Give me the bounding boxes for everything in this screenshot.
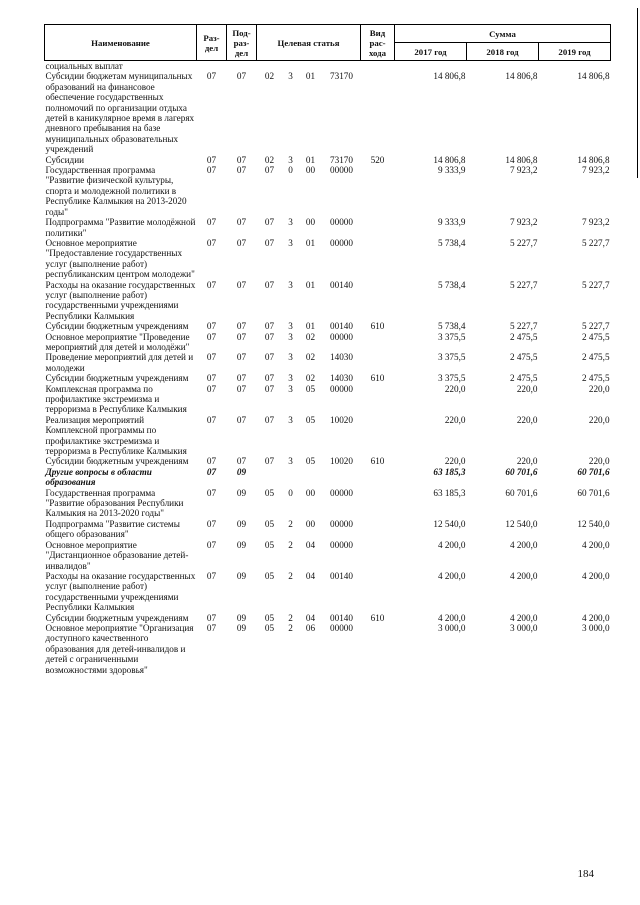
row-sum-2019: 2 475,5 [581, 331, 610, 342]
row-sum-2019: 5 227,7 [581, 321, 610, 332]
row-program-code: 05 [264, 570, 275, 581]
row-expense-type [361, 280, 395, 322]
row-activity-code: 04 [305, 570, 316, 581]
row-razdel: 07 [206, 279, 217, 290]
row-sum-2017: 3 375,5 [437, 352, 466, 363]
row-subprogram-code: 3 [288, 217, 293, 228]
row-razdel: 07 [206, 154, 217, 165]
row-sum-2017: 12 540,0 [433, 518, 466, 529]
row-direction-code: 00000 [330, 518, 353, 529]
row-direction-code: 00000 [330, 217, 353, 228]
row-podrazdel: 07 [236, 331, 247, 342]
table-row [45, 384, 611, 415]
table-row [45, 352, 611, 373]
row-sum-2017: 220,0 [444, 414, 466, 425]
row-sum-2017: 220,0 [444, 383, 466, 394]
row-subprogram-code: 3 [288, 321, 293, 332]
row-podrazdel: 09 [236, 518, 247, 529]
row-name: Государственная программа "Развитие физической культуры, спорта и молодежной политики в Республике Калмыкия на 2013-2020 годы" [45, 165, 187, 217]
row-podrazdel: 07 [236, 71, 247, 82]
row-program-code [257, 61, 283, 72]
table-row [45, 165, 611, 217]
row-sum-2018: 4 200,0 [509, 539, 538, 550]
row-expense-type: 610 [370, 612, 385, 623]
table-row [45, 71, 611, 154]
row-sum-2017: 3 375,5 [437, 373, 466, 384]
table-row [45, 217, 611, 238]
row-sum-2018: 220,0 [516, 414, 538, 425]
row-sum-2017: 9 333,9 [437, 217, 466, 228]
row-expense-type: 610 [370, 321, 385, 332]
row-podrazdel: 07 [236, 165, 247, 176]
row-direction-code: 14030 [330, 373, 353, 384]
row-activity-code: 05 [305, 383, 316, 394]
row-subprogram-code: 2 [288, 612, 293, 623]
page-number: 184 [577, 868, 594, 880]
row-razdel [197, 61, 227, 72]
row-direction-code: 10020 [330, 414, 353, 425]
row-sum-2018: 5 227,7 [509, 279, 538, 290]
row-direction-code: 73170 [330, 71, 353, 82]
row-sum-2019: 12 540,0 [577, 518, 610, 529]
row-name: Основное мероприятие "Организация доступного качественного образования для детей-инвалидов и детей с ограниченными возможностями здоровья" [45, 622, 194, 675]
row-sum-2018: 5 227,7 [509, 237, 538, 248]
row-podrazdel: 07 [236, 217, 247, 228]
row-direction-code: 00140 [330, 321, 353, 332]
row-sum-2017 [395, 61, 467, 72]
row-activity-code [299, 61, 323, 72]
row-activity-code: 02 [305, 373, 316, 384]
row-podrazdel: 07 [236, 456, 247, 467]
row-podrazdel: 07 [236, 414, 247, 425]
table-row [45, 540, 611, 571]
row-expense-type [361, 540, 395, 571]
row-sum-2017: 3 000,0 [437, 622, 466, 633]
row-subprogram-code: 2 [288, 539, 293, 550]
row-sum-2019: 60 701,6 [577, 487, 610, 498]
row-name: Государственная программа "Развитие образования Республики Калмыкия на 2013-2020 годы" [45, 487, 184, 519]
row-sum-2019: 2 475,5 [581, 373, 610, 384]
row-sum-2018: 12 540,0 [505, 518, 538, 529]
row-sum-2018: 60 701,6 [505, 466, 538, 477]
row-direction-code: 00140 [330, 279, 353, 290]
row-activity-code: 05 [305, 414, 316, 425]
row-direction-code: 00000 [330, 383, 353, 394]
row-sum-2018: 14 806,8 [505, 154, 538, 165]
row-direction-code: 00000 [330, 165, 353, 176]
row-sum-2017: 5 738,4 [437, 279, 466, 290]
row-sum-2019: 14 806,8 [577, 154, 610, 165]
row-expense-type [361, 71, 395, 154]
row-razdel: 07 [206, 414, 217, 425]
header-year-2018: 2018 год [467, 43, 539, 61]
table-row [45, 519, 611, 540]
row-razdel: 07 [206, 622, 217, 633]
row-direction-code [323, 61, 361, 72]
row-sum-2018: 4 200,0 [509, 612, 538, 623]
row-subprogram-code: 0 [288, 165, 293, 176]
row-program-code: 07 [264, 414, 275, 425]
row-podrazdel: 07 [236, 373, 247, 384]
row-razdel: 07 [206, 217, 217, 228]
row-subprogram-code: 3 [288, 352, 293, 363]
row-razdel: 07 [206, 466, 217, 477]
row-name: Расходы на оказание государственных услуг (выполнение работ) государственными учреждениями Республики Калмыкия [45, 570, 196, 613]
row-name: Подпрограмма "Развитие молодёжной политики" [45, 217, 196, 238]
row-subprogram-code: 0 [288, 487, 293, 498]
row-subprogram-code: 2 [288, 570, 293, 581]
row-name: Другие вопросы в области образования [45, 466, 152, 488]
row-program-code: 07 [264, 373, 275, 384]
row-activity-code: 04 [305, 612, 316, 623]
row-expense-type [361, 217, 395, 238]
table-row [45, 571, 611, 613]
row-podrazdel: 09 [236, 466, 247, 477]
row-name: Комплексная программа по профилактике экстремизма и терроризма в Республике Калмыкия [45, 383, 187, 415]
row-expense-type [361, 415, 395, 457]
row-sum-2019: 7 923,2 [581, 165, 610, 176]
row-podrazdel: 07 [236, 352, 247, 363]
row-sum-2017: 5 738,4 [437, 321, 466, 332]
row-direction-code: 00140 [330, 570, 353, 581]
row-sum-2018: 2 475,5 [509, 331, 538, 342]
row-sum-2017: 14 806,8 [433, 71, 466, 82]
row-direction-code: 00140 [330, 612, 353, 623]
row-expense-type [361, 61, 395, 72]
row-sum-2019: 14 806,8 [577, 71, 610, 82]
row-podrazdel: 07 [236, 321, 247, 332]
header-year-2017: 2017 год [395, 43, 467, 61]
table-row [45, 238, 611, 280]
row-direction-code [323, 467, 361, 488]
row-program-code: 05 [264, 487, 275, 498]
row-name: Основное мероприятие "Проведение мероприятий для детей и молодёжи" [45, 331, 190, 352]
row-direction-code: 14030 [330, 352, 353, 363]
row-name: Основное мероприятие "Дистанционное образование детей-инвалидов" [45, 539, 189, 571]
row-name: социальных выплат [45, 61, 123, 71]
row-sum-2018: 2 475,5 [509, 352, 538, 363]
row-sum-2019: 60 701,6 [577, 466, 610, 477]
row-activity-code: 05 [305, 456, 316, 467]
table-row [45, 280, 611, 322]
row-podrazdel: 07 [236, 237, 247, 248]
row-subprogram-code: 3 [288, 456, 293, 467]
row-name: Подпрограмма "Развитие системы общего образования" [45, 518, 180, 540]
row-activity-code: 00 [305, 487, 316, 498]
table-row [45, 332, 611, 353]
row-razdel: 07 [206, 331, 217, 342]
row-razdel: 07 [206, 321, 217, 332]
row-program-code: 05 [264, 622, 275, 633]
row-name: Основное мероприятие "Предоставление государственных услуг (выполнение работ) республиканским центром молодежи" [45, 237, 195, 280]
header-razdel: Раз- дел [197, 25, 227, 61]
row-sum-2017: 63 185,3 [433, 466, 466, 477]
row-direction-code: 10020 [330, 456, 353, 467]
row-sum-2019: 220,0 [588, 383, 610, 394]
row-expense-type [361, 352, 395, 373]
row-program-code: 02 [264, 154, 275, 165]
row-sum-2018: 4 200,0 [509, 570, 538, 581]
row-sum-2018: 3 000,0 [509, 622, 538, 633]
row-podrazdel: 07 [236, 154, 247, 165]
row-expense-type: 610 [370, 373, 385, 384]
table-row [45, 623, 611, 675]
row-program-code: 07 [264, 383, 275, 394]
row-subprogram-code: 3 [288, 373, 293, 384]
row-sum-2018: 220,0 [516, 383, 538, 394]
row-sum-2017: 5 738,4 [437, 237, 466, 248]
row-subprogram-code: 3 [288, 237, 293, 248]
row-activity-code: 06 [305, 622, 316, 633]
row-razdel: 07 [206, 539, 217, 550]
row-subprogram-code [283, 61, 299, 72]
row-subprogram-code: 2 [288, 518, 293, 529]
row-sum-2019: 5 227,7 [581, 279, 610, 290]
row-sum-2019: 4 200,0 [581, 612, 610, 623]
row-name: Проведение мероприятий для детей и молодежи [45, 352, 194, 373]
table-row [45, 467, 611, 488]
row-sum-2017: 4 200,0 [437, 570, 466, 581]
row-program-code: 05 [264, 518, 275, 529]
row-activity-code: 02 [305, 352, 316, 363]
row-razdel: 07 [206, 237, 217, 248]
row-podrazdel: 07 [236, 279, 247, 290]
row-expense-type [361, 519, 395, 540]
table-row [45, 415, 611, 457]
row-sum-2018: 60 701,6 [505, 487, 538, 498]
row-razdel: 07 [206, 518, 217, 529]
row-expense-type [361, 623, 395, 675]
row-sum-2018: 14 806,8 [505, 71, 538, 82]
row-sum-2017: 4 200,0 [437, 612, 466, 623]
row-activity-code: 01 [305, 71, 316, 82]
header-vid-raskhoda: Вид рас- хода [361, 25, 395, 61]
row-program-code: 07 [264, 456, 275, 467]
table-row [45, 488, 611, 519]
row-sum-2018: 7 923,2 [509, 165, 538, 176]
row-sum-2019: 220,0 [588, 414, 610, 425]
table-header [45, 25, 611, 61]
row-expense-type [361, 384, 395, 415]
row-subprogram-code: 3 [288, 279, 293, 290]
header-year-2019: 2019 год [539, 43, 611, 61]
row-name: Субсидии бюджетным учреждениям [45, 373, 189, 384]
row-podrazdel: 09 [236, 487, 247, 498]
row-sum-2017: 9 333,9 [437, 165, 466, 176]
header-summa: Сумма [395, 25, 611, 43]
row-sum-2017: 220,0 [444, 456, 466, 467]
row-direction-code: 00000 [330, 237, 353, 248]
row-razdel: 07 [206, 487, 217, 498]
budget-table [44, 24, 611, 675]
row-sum-2017: 63 185,3 [433, 487, 466, 498]
row-activity-code: 04 [305, 539, 316, 550]
row-program-code: 02 [264, 71, 275, 82]
row-expense-type [361, 238, 395, 280]
row-sum-2017: 4 200,0 [437, 539, 466, 550]
row-name: Субсидии бюджетным учреждениям [45, 612, 189, 623]
row-name: Расходы на оказание государственных услуг (выполнение работ) государственными учреждениями Республики Калмыкия [45, 279, 196, 321]
header-celevaya-statya: Целевая статья [257, 25, 361, 61]
row-subprogram-code: 3 [288, 383, 293, 394]
row-razdel: 07 [206, 570, 217, 581]
row-name: Субсидии [45, 154, 85, 165]
row-subprogram-code: 3 [288, 331, 293, 342]
row-direction-code: 00000 [330, 622, 353, 633]
row-sum-2018: 220,0 [516, 456, 538, 467]
row-podrazdel: 09 [236, 570, 247, 581]
row-activity-code: 02 [305, 331, 316, 342]
row-activity-code: 01 [305, 154, 316, 165]
row-sum-2018: 7 923,2 [509, 217, 538, 228]
row-subprogram-code: 3 [288, 71, 293, 82]
row-sum-2019: 7 923,2 [581, 217, 610, 228]
row-sum-2017: 14 806,8 [433, 154, 466, 165]
row-direction-code: 00000 [330, 539, 353, 550]
table-row [45, 61, 611, 72]
row-expense-type: 610 [370, 456, 385, 467]
table-row [45, 373, 611, 383]
header-podrazdel: Под- раз- дел [227, 25, 257, 61]
table-body [45, 61, 611, 675]
row-program-code: 07 [264, 331, 275, 342]
row-activity-code: 00 [305, 165, 316, 176]
row-name: Субсидии бюджетным учреждениям [45, 321, 189, 332]
row-sum-2018: 2 475,5 [509, 373, 538, 384]
row-direction-code: 00000 [330, 487, 353, 498]
row-program-code: 07 [264, 237, 275, 248]
row-podrazdel [227, 61, 257, 72]
row-expense-type [361, 165, 395, 217]
row-name: Субсидии бюджетным учреждениям [45, 456, 189, 467]
table-row [45, 613, 611, 623]
row-activity-code: 00 [305, 217, 316, 228]
row-sum-2019: 4 200,0 [581, 539, 610, 550]
row-activity-code: 01 [305, 237, 316, 248]
row-sum-2018: 5 227,7 [509, 321, 538, 332]
row-podrazdel: 09 [236, 539, 247, 550]
row-program-code: 07 [264, 352, 275, 363]
row-razdel: 07 [206, 456, 217, 467]
row-program-code: 07 [264, 165, 275, 176]
table-row [45, 155, 611, 165]
row-expense-type [361, 467, 395, 488]
row-direction-code: 00000 [330, 331, 353, 342]
row-razdel: 07 [206, 383, 217, 394]
row-program-code [257, 467, 283, 488]
row-razdel: 07 [206, 165, 217, 176]
row-sum-2018 [467, 61, 539, 72]
row-podrazdel: 09 [236, 612, 247, 623]
row-podrazdel: 07 [236, 383, 247, 394]
row-expense-type: 520 [370, 154, 385, 165]
row-sum-2019: 3 000,0 [581, 622, 610, 633]
row-program-code: 07 [264, 279, 275, 290]
row-sum-2019: 2 475,5 [581, 352, 610, 363]
row-razdel: 07 [206, 71, 217, 82]
row-subprogram-code: 3 [288, 154, 293, 165]
row-razdel: 07 [206, 612, 217, 623]
row-subprogram-code [283, 467, 299, 488]
row-subprogram-code: 3 [288, 414, 293, 425]
row-expense-type [361, 571, 395, 613]
header-name: Наименование [45, 25, 197, 61]
row-podrazdel: 09 [236, 622, 247, 633]
row-name: Субсидии бюджетам муниципальных образований на финансовое обеспечение государственных полномочий по организации отдыха детей в каникулярное время в лагерях дневного пребывания на базе муниципальных образовательных учреждений [45, 71, 195, 155]
row-program-code: 05 [264, 539, 275, 550]
row-razdel: 07 [206, 373, 217, 384]
row-direction-code: 73170 [330, 154, 353, 165]
row-activity-code: 01 [305, 321, 316, 332]
row-sum-2017: 3 375,5 [437, 331, 466, 342]
row-program-code: 05 [264, 612, 275, 623]
row-sum-2019: 220,0 [588, 456, 610, 467]
row-name: Реализация мероприятий Комплексной программы по профилактике экстремизма и терроризма в Республике Калмыкия [45, 414, 187, 457]
row-expense-type [361, 488, 395, 519]
row-activity-code [299, 467, 323, 488]
row-sum-2019 [539, 61, 611, 72]
row-activity-code: 00 [305, 518, 316, 529]
row-subprogram-code: 2 [288, 622, 293, 633]
table-row [45, 456, 611, 466]
scan-edge-line [637, 8, 638, 178]
row-program-code: 07 [264, 321, 275, 332]
row-razdel: 07 [206, 352, 217, 363]
row-program-code: 07 [264, 217, 275, 228]
table-row [45, 321, 611, 331]
row-sum-2019: 4 200,0 [581, 570, 610, 581]
row-activity-code: 01 [305, 279, 316, 290]
row-sum-2019: 5 227,7 [581, 237, 610, 248]
row-expense-type [361, 332, 395, 353]
